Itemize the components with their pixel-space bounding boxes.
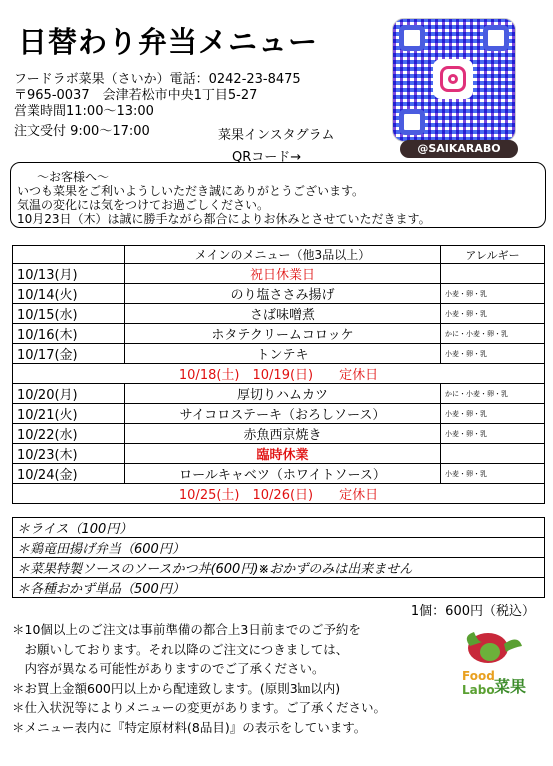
notes (12, 620, 386, 737)
extra-item: ＊鶏竜田揚げ弁当（600円） (13, 538, 545, 558)
closed-days: 10/18(土) 10/19(日) 定休日 (13, 364, 545, 384)
header-allergy: アレルギー (441, 246, 545, 264)
instagram-icon (440, 66, 466, 92)
row-dish: 厚切りハムカツ (125, 384, 441, 404)
note-line: 内容が異なる可能性がありますのでご了承ください。 (12, 661, 325, 676)
menu-table (12, 245, 545, 504)
instagram-handle: @SAIKARABO (400, 140, 518, 158)
page-title: 日替わり弁当メニュー (18, 25, 319, 59)
table-row (13, 444, 545, 464)
row-allergy: 小麦・卵・乳 (441, 304, 545, 324)
table-row (13, 284, 545, 304)
row-allergy (441, 264, 545, 284)
table-row (13, 344, 545, 364)
table-row (13, 324, 545, 344)
row-date: 10/13(月) (13, 264, 125, 284)
food-labo-logo (460, 628, 530, 706)
header-date (13, 246, 125, 264)
note-line: ＊お買上金額600円以上から配達致します。(原則3㎞以内) (12, 680, 341, 696)
row-allergy: 小麦・卵・乳 (441, 404, 545, 424)
row-dish: 臨時休業 (125, 444, 441, 464)
notice-line: いつも菜果をご利いようしいただき誠にありがとうございます。 (17, 184, 365, 198)
row-date: 10/15(水) (13, 304, 125, 324)
row-dish: サイコロステーキ（おろしソース） (125, 404, 441, 424)
row-date: 10/17(金) (13, 344, 125, 364)
instagram-logo (433, 59, 473, 99)
row-date: 10/20(月) (13, 384, 125, 404)
row-date: 10/21(火) (13, 404, 125, 424)
shop-name-phone: フードラボ菜果（さいか）電話：0242-23-8475 (14, 72, 301, 87)
row-dish: ロールキャベツ（ホワイトソース） (125, 464, 441, 484)
qr-finder-icon (399, 25, 425, 51)
row-date: 10/23(木) (13, 444, 125, 464)
table-row (13, 304, 545, 324)
note-line: お願いしております。それ以降のご注文につきましては、 (12, 641, 349, 657)
closed-days: 10/25(土) 10/26(日) 定休日 (13, 484, 545, 504)
qr-finder-icon (399, 109, 425, 135)
row-allergy: かに・小麦・卵・乳 (441, 324, 545, 344)
note-line: ＊メニュー表内に『特定原材料(8品目)』の表示をしています。 (12, 719, 367, 735)
instagram-qr-code[interactable] (392, 18, 516, 142)
table-row (13, 264, 545, 284)
closed-row (13, 484, 545, 504)
header-main: メインのメニュー（他3品以上） (125, 246, 441, 264)
row-allergy: 小麦・卵・乳 (441, 344, 545, 364)
table-header (13, 246, 545, 264)
extra-item: ＊ライス（100円） (13, 518, 545, 538)
notice-line: 10月23日（木）は誠に勝手ながら都合によりお休みとさせていただきます。 (17, 212, 431, 226)
order-hours: 注文受付 9:00～17:00 (14, 124, 150, 139)
row-date: 10/16(木) (13, 324, 125, 344)
price-label: 1個：600円（税込） (410, 604, 535, 619)
row-dish: トンテキ (125, 344, 441, 364)
row-allergy: かに・小麦・卵・乳 (441, 384, 545, 404)
row-allergy: 小麦・卵・乳 (441, 424, 545, 444)
row-date: 10/24(金) (13, 464, 125, 484)
row-dish: ホタテクリームコロッケ (125, 324, 441, 344)
table-row (13, 424, 545, 444)
logo-labo: Labo (462, 683, 495, 697)
row-allergy: 小麦・卵・乳 (441, 464, 545, 484)
row-allergy (441, 444, 545, 464)
row-date: 10/14(火) (13, 284, 125, 304)
instagram-label: 菜果インスタグラム (218, 128, 335, 143)
row-dish: さば味噌煮 (125, 304, 441, 324)
row-dish: 赤魚西京焼き (125, 424, 441, 444)
row-date: 10/22(水) (13, 424, 125, 444)
notice-heading: ～お客様へ～ (37, 170, 110, 184)
row-dish: のり塩ささみ揚げ (125, 284, 441, 304)
extras-table (12, 517, 545, 598)
note-line: ＊仕入状況等によりメニューの変更があります。ご了承ください。 (12, 700, 387, 715)
row-allergy: 小麦・卵・乳 (441, 284, 545, 304)
customer-notice (10, 162, 546, 228)
qr-finder-icon (483, 25, 509, 51)
logo-name: 菜果 (494, 677, 527, 696)
shop-address: 〒965-0037 会津若松市中央1丁目5-27 (14, 88, 258, 103)
extra-item: ＊菜果特製ソースのソースかつ丼(600円)※おかずのみは出来ません (13, 558, 545, 578)
closed-row (13, 364, 545, 384)
row-dish: 祝日休業日 (125, 264, 441, 284)
extra-item: ＊各種おかず単品（500円） (13, 578, 545, 598)
table-row (13, 404, 545, 424)
logo-food: Food (462, 669, 495, 683)
business-hours: 営業時間11:00～13:00 (14, 104, 154, 119)
table-row (13, 464, 545, 484)
table-row (13, 384, 545, 404)
note-line: ＊10個以上のご注文は事前準備の都合上3日前までのご予約を (12, 622, 361, 637)
qr-label: QRコード→ (232, 150, 302, 165)
notice-line: 気温の変化には気をつけてお過ごしください。 (17, 198, 270, 212)
